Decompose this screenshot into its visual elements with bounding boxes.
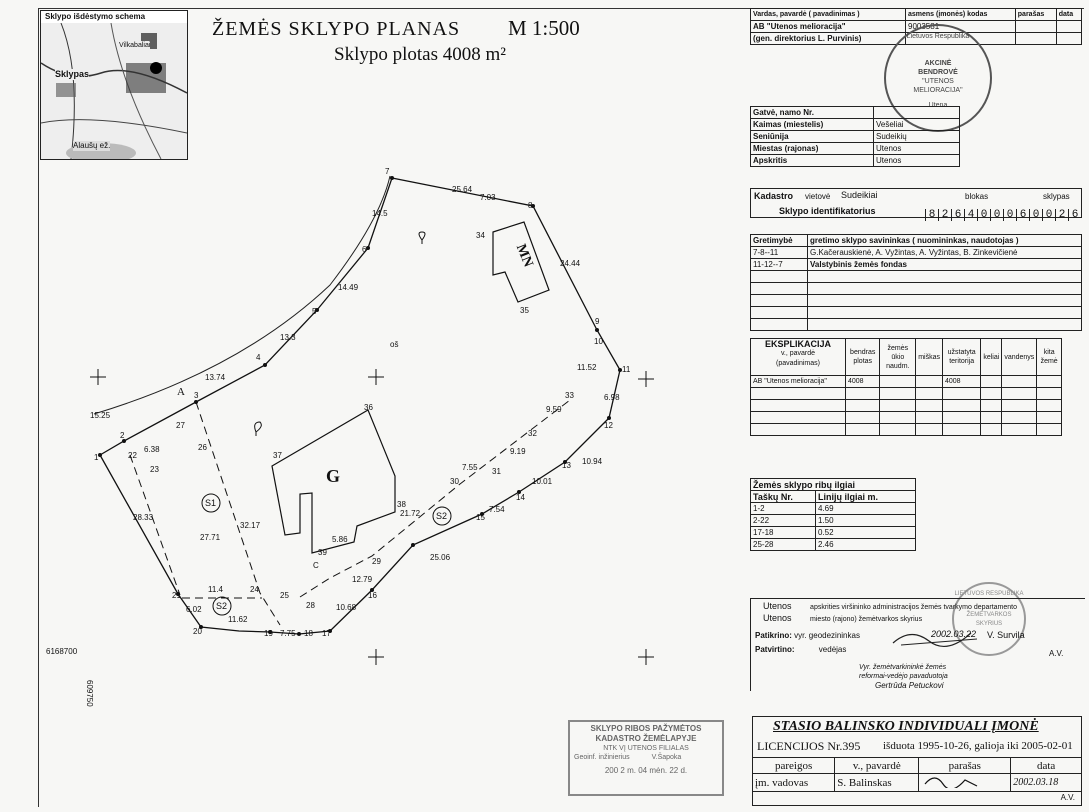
building-g-label: G (326, 466, 341, 486)
svg-text:12: 12 (604, 421, 613, 430)
plot-area: Sklypo plotas 4008 m² (334, 44, 506, 65)
checked-label: Patikrino: (755, 631, 792, 640)
stamp-line-1: AKCINĖ (924, 60, 952, 67)
svg-text:14.5: 14.5 (372, 209, 388, 218)
registry-name: V.Šapoka (651, 754, 682, 761)
approval-line-1 (763, 601, 1017, 612)
blank-cell (942, 412, 980, 424)
company-licence-dates: išduota 1995-10-26, galioja iki 2005-02-01 (883, 740, 1073, 752)
explication-keliai (981, 376, 1002, 388)
explication-col: vandenys (1002, 339, 1037, 376)
owner-date (1056, 21, 1081, 33)
explication-name: AB "Utenos melioracija" (751, 376, 846, 388)
blank-cell (880, 400, 916, 412)
stamp-line-3: "UTENOS (922, 78, 954, 85)
svg-text:11.4: 11.4 (208, 585, 223, 594)
borders-head-1: Taškų Nr. (751, 491, 816, 503)
cadastre-digit: 8 (925, 209, 938, 221)
explication-col: miškas (916, 339, 943, 376)
approval-block (750, 598, 1085, 691)
cadastre-digit: 0 (1042, 209, 1055, 221)
neighbour-points: 11-12--7 (751, 259, 808, 271)
owner-director: (gen. direktorius L. Purvinis) (751, 33, 906, 45)
blank-cell (751, 400, 846, 412)
svg-text:24.44: 24.44 (560, 259, 581, 268)
cadastre-place-label: vietovė (805, 192, 831, 201)
blank-cell (981, 424, 1002, 436)
explication-kita (1037, 376, 1062, 388)
blank-cell (916, 412, 943, 424)
company-block (752, 716, 1082, 806)
blank-cell (751, 388, 846, 400)
svg-text:25: 25 (280, 591, 289, 600)
blank-cell (751, 307, 808, 319)
svg-text:4: 4 (256, 353, 261, 362)
approval-name: V. Survila (987, 630, 1025, 640)
approval-dept: apskrities viršininko administracijos žemės tvarkymo departamento (810, 604, 1018, 611)
blank-cell (808, 295, 1082, 307)
blank-cell (1037, 424, 1062, 436)
svg-text:17: 17 (322, 629, 331, 638)
approval-line-2 (763, 613, 922, 624)
blank-cell (981, 388, 1002, 400)
explication-zemes (880, 376, 916, 388)
s2-label-right: S2 (436, 511, 448, 521)
address-val: Utenos (874, 143, 960, 155)
blank-cell (751, 412, 846, 424)
header-col-sign: parašas (1015, 9, 1056, 21)
svg-text:26: 26 (198, 443, 207, 452)
svg-text:7.75: 7.75 (280, 629, 296, 638)
blank-cell (808, 271, 1082, 283)
border-length: 0.52 (816, 527, 916, 539)
border-points: 17-18 (751, 527, 816, 539)
address-key: Miestas (rajonas) (751, 143, 874, 155)
plot-drawing (40, 160, 740, 720)
svg-text:6.02: 6.02 (186, 605, 202, 614)
svg-text:1: 1 (94, 453, 99, 462)
svg-text:39: 39 (318, 548, 327, 557)
s2-label-left: S2 (216, 601, 228, 611)
plan-scale: M 1:500 (508, 16, 580, 40)
svg-text:27: 27 (176, 421, 185, 430)
svg-text:22: 22 (128, 451, 137, 460)
company-col-person: v., pavardė (835, 758, 919, 774)
blank-cell (942, 400, 980, 412)
approved-by: vedėjas (818, 645, 847, 654)
registry-line-4 (570, 753, 722, 762)
explication-uzstatyta: 4008 (942, 376, 980, 388)
svg-text:10: 10 (594, 337, 603, 346)
coord-y: 6168700 (46, 647, 78, 656)
svg-text:13: 13 (562, 461, 571, 470)
registry-line-3: NTK VĮ UTENOS FILIALAS (603, 745, 689, 752)
company-col-role: pareigos (753, 758, 835, 774)
svg-text:37: 37 (273, 451, 282, 460)
svg-text:10.01: 10.01 (532, 477, 553, 486)
svg-text:13.74: 13.74 (205, 373, 226, 382)
blank-cell (846, 400, 880, 412)
road-label: A (177, 386, 185, 398)
path-label: C (313, 561, 319, 570)
cadastre-sklypas: sklypas (1043, 192, 1070, 201)
border-length: 4.69 (816, 503, 916, 515)
svg-text:33: 33 (565, 391, 574, 400)
svg-text:2: 2 (120, 431, 125, 440)
approval-checked (755, 631, 860, 641)
svg-text:30: 30 (450, 477, 459, 486)
explication-vandenys (1002, 376, 1037, 388)
approval-note-2: reformai-vedėjo pavaduotoja (859, 673, 948, 680)
blank-cell (751, 295, 808, 307)
approval-note-1: Vyr. žemėtvarkininkė žemės (859, 664, 947, 671)
owner-code: 9003581 (906, 21, 1016, 33)
svg-text:38: 38 (397, 500, 406, 509)
header-col-code: asmens (įmonės) kodas (906, 9, 1016, 21)
cadastre-digit: 0 (1029, 209, 1042, 221)
blank-cell (751, 424, 846, 436)
header-col-name: Vardas, pavardė ( pavadinimas ) (751, 9, 906, 21)
address-val: Vešeliai (874, 119, 960, 131)
explication-name-head: v., pavardė (pavadinimas) (776, 350, 820, 367)
approval-county: Utenos (763, 601, 792, 611)
svg-text:35: 35 (520, 306, 529, 315)
svg-text:7: 7 (385, 167, 390, 176)
svg-text:24: 24 (250, 585, 259, 594)
svg-text:5.86: 5.86 (332, 535, 348, 544)
address-val (874, 107, 960, 119)
cadastre-box (750, 188, 1082, 221)
address-val: Sudeikių (874, 131, 960, 143)
approval-district: Utenos (763, 613, 792, 623)
registry-role: Geoinf. inžinierius (574, 754, 630, 761)
cadastre-digit: 0 (1003, 209, 1016, 221)
explication-col: užstatyta teritorija (942, 339, 980, 376)
svg-text:36: 36 (364, 403, 373, 412)
plot-boundary (100, 178, 620, 634)
building-mn-label: MN (512, 242, 536, 270)
svg-text:10.68: 10.68 (336, 603, 357, 612)
svg-text:7.54: 7.54 (489, 505, 505, 514)
cadastre-digit: 0 (990, 209, 1003, 221)
coord-x: 609750 (85, 680, 94, 707)
blank-cell (1002, 388, 1037, 400)
blank-cell (981, 412, 1002, 424)
svg-text:20: 20 (193, 627, 202, 636)
svg-text:28: 28 (306, 601, 315, 610)
company-col-date: data (1011, 758, 1082, 774)
svg-text:10.94: 10.94 (582, 457, 603, 466)
address-key: Seniūnija (751, 131, 874, 143)
company-licence: LICENCIJOS Nr.395 (757, 739, 861, 753)
borders-head-2: Linijų ilgiai m. (816, 491, 916, 503)
neighbour-owner: Valstybinis žemės fondas (808, 259, 1082, 271)
approval-approved (755, 645, 846, 655)
scheme-label: Sklypo išdėstymo schema (45, 12, 146, 21)
approved-label: Patvirtino: (755, 645, 795, 654)
svg-text:9.19: 9.19 (510, 447, 526, 456)
scheme-map (41, 23, 187, 159)
header-col-date: data (1056, 9, 1081, 21)
stamp-ring-text: Lietuvos Respublika (906, 33, 970, 40)
neighbours-head-2: gretimo sklypo savininkas ( nuomininkas, naudotojas ) (808, 235, 1082, 247)
blank-cell (1037, 400, 1062, 412)
blank-cell (1015, 33, 1056, 45)
explication-table (750, 338, 1062, 436)
registry-line-2: KADASTRO ŽEMĖLAPYJE (595, 734, 697, 743)
svg-text:34: 34 (476, 231, 485, 240)
approval-division: miesto (rajono) žemėtvarkos skyrius (810, 616, 923, 623)
owner-sign (1015, 21, 1056, 33)
company-name: STASIO BALINSKO INDIVIDUALI ĮMONĖ (773, 719, 1039, 734)
explication-col: žemės ūkio naudm. (880, 339, 916, 376)
svg-text:27.71: 27.71 (200, 533, 221, 542)
svg-text:19: 19 (264, 629, 273, 638)
address-key: Gatvė, namo Nr. (751, 107, 874, 119)
mid-stamp-center: ŽEMĖTVARKOS SKYRIUS (966, 612, 1012, 627)
svg-text:25.06: 25.06 (430, 553, 451, 562)
svg-text:6: 6 (362, 245, 367, 254)
cadastre-digit: 2 (938, 209, 951, 221)
company-signature (921, 774, 981, 788)
svg-text:14: 14 (516, 493, 525, 502)
svg-text:3: 3 (194, 391, 199, 400)
svg-text:7.03: 7.03 (480, 193, 496, 202)
explication-col: kita žemė (1037, 339, 1062, 376)
svg-text:13.3: 13.3 (280, 333, 296, 342)
plan-title: ŽEMĖS SKLYPO PLANAS (212, 18, 461, 40)
cadastre-label: Kadastro (754, 191, 794, 201)
svg-text:11.52: 11.52 (577, 363, 597, 372)
registry-stamp (568, 720, 724, 796)
blank-cell (880, 424, 916, 436)
neighbours-table (750, 234, 1082, 331)
blank-cell (1002, 412, 1037, 424)
scheme-place-1: Vilkabaliai (119, 42, 151, 49)
blank-cell (916, 424, 943, 436)
mid-stamp-ring: LIETUVOS RESPUBLIKA (954, 591, 1024, 597)
blank-cell (1037, 412, 1062, 424)
neighbour-points: 7-8--11 (751, 247, 808, 259)
explication-title (751, 339, 846, 376)
blank-cell (1002, 400, 1037, 412)
svg-text:18: 18 (304, 629, 313, 638)
svg-text:32: 32 (528, 429, 537, 438)
blank-cell (808, 319, 1082, 331)
note-os: oš (390, 340, 399, 349)
blank-cell (1037, 388, 1062, 400)
cadastre-digit: 2 (1055, 209, 1068, 221)
address-key: Apskritis (751, 155, 874, 167)
svg-text:21: 21 (172, 591, 181, 600)
svg-text:23: 23 (150, 465, 159, 474)
svg-text:8: 8 (528, 201, 533, 210)
blank-cell (751, 319, 808, 331)
servitude-line-1 (130, 455, 180, 595)
svg-text:21.72: 21.72 (400, 509, 421, 518)
approval-date: 2002.03.22 (931, 629, 977, 639)
blank-cell (1002, 424, 1037, 436)
s1-label: S1 (205, 498, 217, 508)
scheme-place-3: Alaušų ež. (73, 141, 111, 150)
stamp-bottom: Utena (928, 102, 948, 109)
svg-text:28.33: 28.33 (133, 513, 154, 522)
svg-text:14.49: 14.49 (338, 283, 359, 292)
border-length: 1.50 (816, 515, 916, 527)
stamp-line-2: BENDROVĖ (918, 69, 958, 76)
blank-cell (808, 307, 1082, 319)
border-length: 2.46 (816, 539, 916, 551)
approval-signature (891, 625, 981, 649)
svg-text:9.59: 9.59 (546, 405, 562, 414)
company-date: 2002.03.18 (1011, 774, 1082, 792)
cadastre-digit: 4 (964, 209, 977, 221)
svg-text:9: 9 (595, 317, 600, 326)
blank-cell (808, 283, 1082, 295)
svg-text:7.55: 7.55 (462, 463, 478, 472)
cadastre-blokas: blokas (965, 192, 989, 201)
company-role: įm. vadovas (753, 774, 835, 792)
road-line (94, 176, 390, 414)
scheme-place-2: Sklypas (55, 69, 90, 79)
blank-cell (751, 283, 808, 295)
cadastre-place: Sudeikiai (841, 190, 878, 200)
explication-title-text: EKSPLIKACIJA (764, 339, 831, 349)
approval-note-3: Gertrūda Petuckovi (875, 681, 944, 690)
checked-by: vyr. geodezininkas (794, 631, 860, 640)
company-person: S. Balinskas (835, 774, 919, 792)
blank-cell (942, 388, 980, 400)
company-av: A.V. (1060, 793, 1075, 802)
approval-av: A.V. (1049, 649, 1064, 658)
svg-text:6.98: 6.98 (604, 393, 620, 402)
blank-cell (846, 412, 880, 424)
svg-text:25.64: 25.64 (452, 185, 473, 194)
border-points: 25-28 (751, 539, 816, 551)
svg-text:15: 15 (476, 513, 485, 522)
svg-text:5: 5 (312, 307, 317, 316)
address-val: Utenos (874, 155, 960, 167)
svg-text:16: 16 (368, 591, 377, 600)
blank-cell (846, 388, 880, 400)
blank-cell (880, 388, 916, 400)
borders-title: Žemės sklypo ribų ilgiai (751, 479, 916, 491)
blank-cell (942, 424, 980, 436)
cadastre-digit: 6 (951, 209, 964, 221)
cadastre-digit: 6 (1068, 209, 1081, 221)
neighbour-owner: G.Kačerauskienė, A. Vyžintas, A. Vyžintas, B. Zinkevičienė (808, 247, 1082, 259)
explication-miskas (916, 376, 943, 388)
company-col-sign: parašas (919, 758, 1011, 774)
cadastre-digits (925, 204, 1081, 221)
neighbours-head-1: Gretimybė (751, 235, 808, 247)
borders-table (750, 478, 916, 551)
owner-name: AB "Utenos melioracija" (751, 21, 906, 33)
svg-text:32.17: 32.17 (240, 521, 261, 530)
registry-line-1: SKLYPO RIBOS PAŽYMĖTOS (590, 724, 702, 733)
svg-text:29: 29 (372, 557, 381, 566)
blank-cell (916, 388, 943, 400)
svg-text:31: 31 (492, 467, 501, 476)
cadastre-ident-label: Sklypo identifikatorius (779, 206, 876, 216)
address-key: Kaimas (miestelis) (751, 119, 874, 131)
explication-bendras: 4008 (846, 376, 880, 388)
svg-text:6.38: 6.38 (144, 445, 160, 454)
blank-cell (916, 400, 943, 412)
location-scheme (40, 10, 188, 160)
border-points: 1-2 (751, 503, 816, 515)
stamp-line-4: MELIORACIJA" (913, 87, 963, 94)
company-signature-cell (919, 774, 1011, 792)
blank-cell (1056, 33, 1081, 45)
registry-date: 200 2 m. 04 mėn. 22 d. (604, 766, 688, 775)
svg-text:15.25: 15.25 (90, 411, 111, 420)
blank-cell (846, 424, 880, 436)
svg-text:11: 11 (622, 365, 631, 374)
blank-cell (981, 400, 1002, 412)
address-table (750, 106, 960, 167)
blank-cell (880, 412, 916, 424)
cadastre-digit: 6 (1016, 209, 1029, 221)
border-points: 2-22 (751, 515, 816, 527)
svg-text:11.62: 11.62 (228, 615, 248, 624)
svg-text:12.79: 12.79 (352, 575, 373, 584)
explication-col: keliai (981, 339, 1002, 376)
blank-cell (751, 271, 808, 283)
explication-col: bendras plotas (846, 339, 880, 376)
cadastre-digit: 0 (977, 209, 990, 221)
